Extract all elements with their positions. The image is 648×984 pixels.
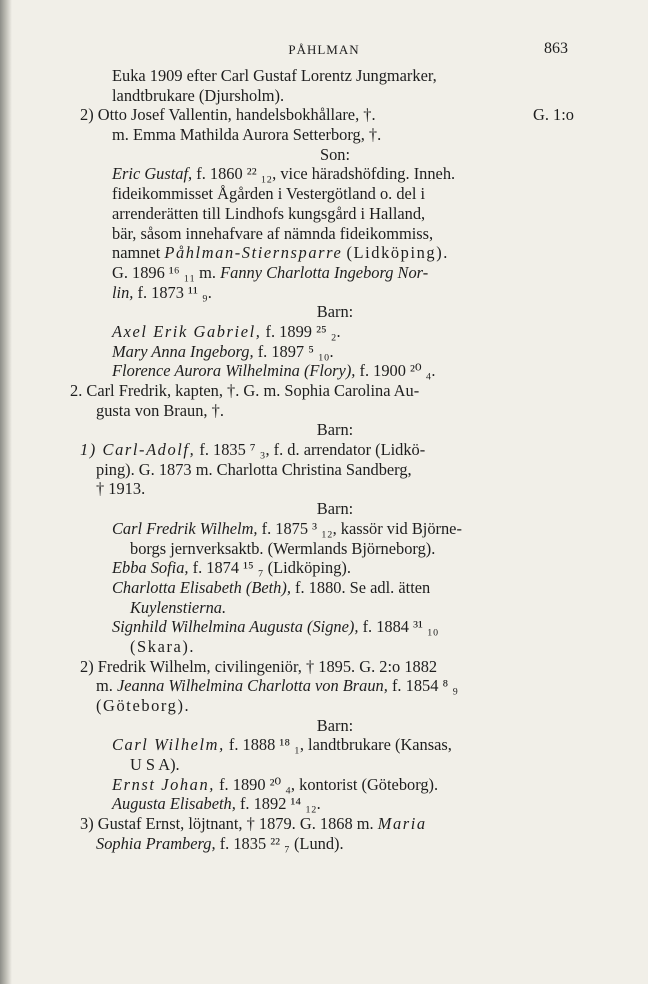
person-name: Charlotta Elisabeth (Beth), — [112, 577, 291, 597]
text-line: 2. Carl Fredrik, kapten, †. G. m. Sophia Carolina Au- — [70, 381, 420, 400]
text-segment: m. — [96, 676, 113, 696]
text-segment: f. 1900 ²⁰ ₄. — [359, 361, 436, 381]
person-name: Mary Anna Ingeborg, — [112, 341, 254, 361]
person-name: Carl Fredrik Wilhelm, — [112, 518, 258, 538]
text-segment: 2) Otto Josef Vallentin, handelsbokhållare, †. — [80, 105, 376, 125]
text-segment: f. 1880. Se adl. ätten — [295, 577, 431, 597]
place-name: (Lidköping). — [346, 243, 449, 263]
text-line — [96, 735, 574, 755]
family-name: Kuylenstierna. — [130, 597, 227, 617]
page-binding-shadow — [0, 0, 12, 984]
person-name: Jeanna Wilhelmina Charlotta von Braun, — [116, 676, 388, 696]
text-segment: f. 1874 ¹⁵ ₇ (Lidköping). — [192, 558, 351, 578]
text-segment: f. 1875 ³ ₁₂, kassör vid Björne- — [261, 518, 462, 538]
person-name: Signhild Wilhelmina Augusta (Signe), — [112, 617, 359, 637]
text-segment: f. 1835 ²² ₇ (Lund). — [219, 833, 344, 853]
text-line — [96, 361, 574, 381]
text-segment: G. 1:o — [533, 105, 574, 125]
text-line: ping). G. 1873 m. Charlotta Christina Sandberg, — [96, 459, 412, 479]
text-line: bär, såsom innehafvare af nämnda fideikommiss, — [112, 223, 434, 243]
person-name: Maria — [377, 814, 427, 834]
text-line: arrenderätten till Lindhofs kungsgård i Halland, — [112, 203, 426, 223]
text-segment: f. 1860 ²² ₁₂, vice häradshöfding. Inneh. — [196, 164, 456, 184]
text-line — [96, 322, 574, 342]
text-segment: 3) Gustaf Ernst, löjtnant, † 1879. G. 1868 m. — [80, 814, 374, 834]
text-segment: f. 1888 ¹⁸ ₁, landtbrukare (Kansas, — [228, 735, 452, 755]
text-line — [96, 598, 574, 618]
text-segment: f. 1873 ¹¹ ₉. — [137, 282, 212, 302]
text-line: m. Emma Mathilda Aurora Setterborg, †. — [112, 125, 382, 145]
person-name: Eric Gustaf, — [112, 164, 193, 184]
text-segment: f. 1884 ³¹ ₁₀ — [362, 617, 439, 637]
place-name: (Skara). — [130, 636, 196, 656]
text-line — [96, 775, 574, 795]
text-line: 2) Fredrik Wilhelm, civilingeniör, † 1895. G. 2:o 1882 — [80, 656, 438, 676]
section-heading: Barn: — [316, 420, 354, 440]
place-name: (Göteborg). — [96, 696, 191, 715]
text-line: † 1913. — [96, 479, 146, 499]
text-line — [96, 834, 574, 854]
text-line: U S A). — [130, 755, 180, 775]
text-line — [96, 617, 574, 637]
person-name: Ernst Johan, — [112, 774, 215, 794]
person-name: Florence Aurora Wilhelmina (Flory), — [112, 361, 356, 381]
person-name: Sophia Pramberg, — [96, 833, 216, 853]
text-segment: G. 1896 ¹⁶ ₁₁ m. — [112, 262, 217, 282]
text-line: gusta von Braun, †. — [96, 400, 224, 420]
person-name: 1) Carl-Adolf, — [80, 440, 196, 460]
text-line: fideikommisset Ågården i Vestergötland o. del i — [112, 184, 426, 204]
page-number: 863 — [544, 40, 568, 57]
text-line — [96, 558, 574, 578]
text-line — [96, 578, 574, 598]
text-line: landtbrukare (Djursholm). — [112, 85, 285, 105]
person-name: Augusta Elisabeth, — [112, 794, 236, 814]
section-heading: Barn: — [316, 302, 354, 322]
text-line — [80, 814, 574, 834]
text-line — [80, 105, 574, 125]
person-name: Påhlman-Stiernsparre — [164, 243, 343, 263]
text-segment: f. 1890 ²⁰ ₄, kontorist (Göteborg). — [219, 774, 439, 794]
section-heading: Barn: — [316, 499, 354, 519]
text-segment: f. 1899 ²⁵ ₂. — [265, 321, 341, 341]
person-name: Axel Erik Gabriel, — [112, 321, 262, 341]
text-line — [96, 283, 574, 303]
person-name: Ebba Sofia, — [112, 558, 189, 578]
text-line — [96, 243, 574, 263]
text-line — [96, 794, 574, 814]
text-line — [96, 519, 574, 539]
text-line — [96, 263, 574, 283]
text-line — [96, 676, 574, 696]
text-segment: f. 1854 ⁸ ₉ — [391, 676, 459, 696]
text-segment: f. 1897 ⁵ ₁₀. — [257, 341, 334, 361]
section-heading: Son: — [319, 144, 351, 164]
person-name: Carl Wilhelm, — [112, 735, 225, 755]
text-line — [96, 164, 574, 184]
person-name: Fanny Charlotta Ingeborg Nor- — [220, 262, 429, 282]
text-line: Euka 1909 efter Carl Gustaf Lorentz Jungmarker, — [112, 66, 437, 85]
text-line: borgs jernverksaktb. (Wermlands Björneborg). — [130, 538, 436, 558]
text-segment: f. 1835 ⁷ ₃, f. d. arrendator (Lidkö- — [199, 440, 426, 460]
text-line — [96, 342, 574, 362]
running-header-title: PÅHLMAN — [288, 42, 360, 57]
section-heading: Barn: — [316, 715, 354, 735]
genealogy-text — [70, 66, 574, 854]
text-segment: f. 1892 ¹⁴ ₁₂. — [239, 794, 321, 814]
person-name: lin, — [112, 282, 134, 302]
text-line — [80, 440, 574, 460]
text-segment: namnet — [112, 243, 161, 263]
